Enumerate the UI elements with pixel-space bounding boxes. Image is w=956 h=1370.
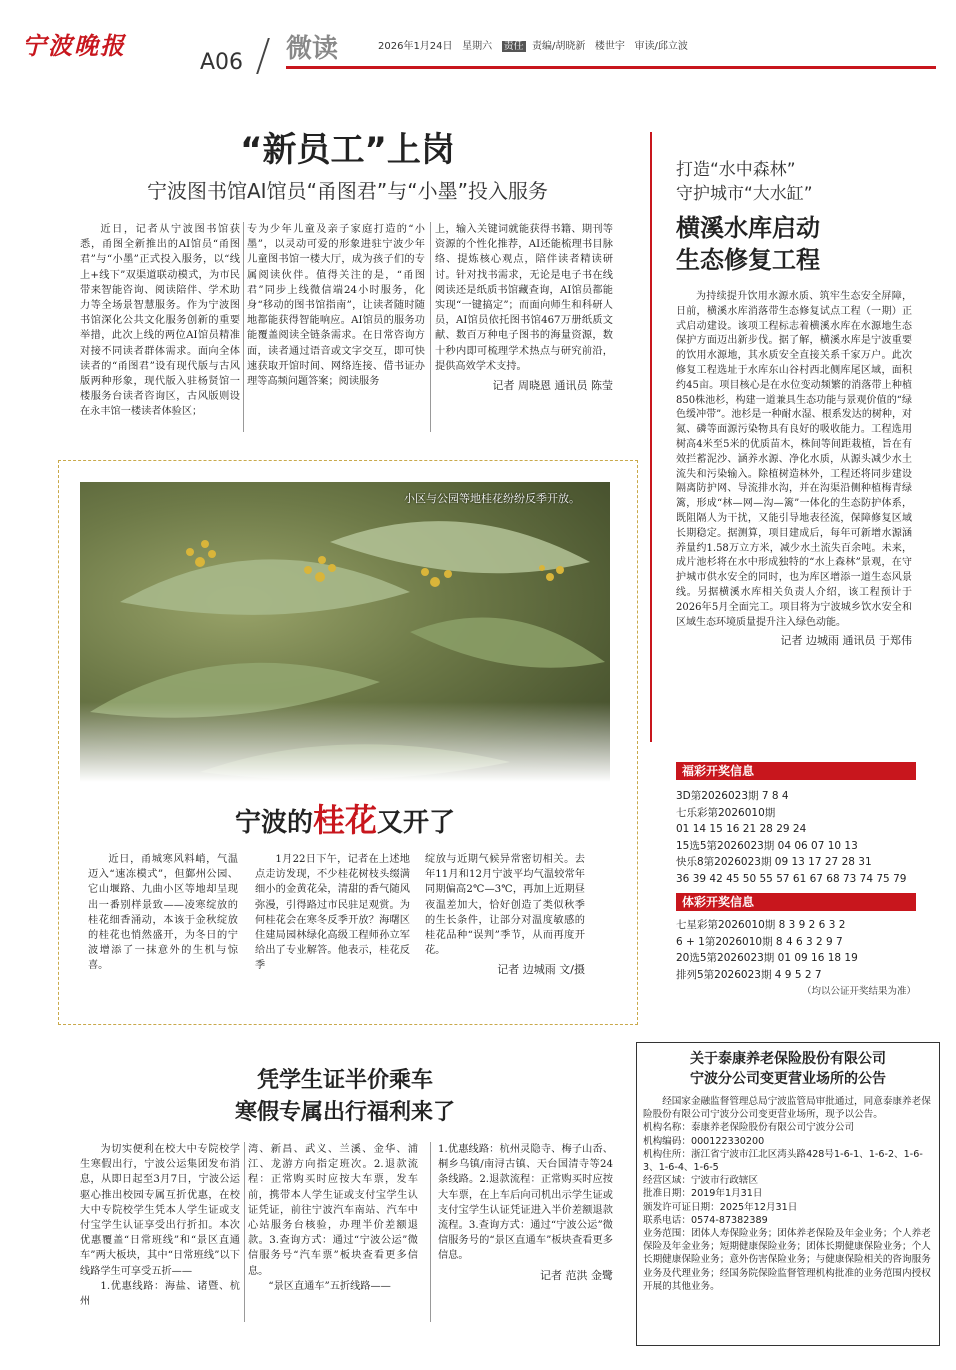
- notice-field: 批准日期：2019年1月31日: [643, 1188, 763, 1200]
- headline-highlight: 桂花: [312, 801, 377, 839]
- paragraph: 专为少年儿童及亲子家庭打造的“小墨”，以灵动可爱的形象进驻宁波少年儿童图书馆一楼大厅，成为孩子们的专属阅读伙伴。值得关注的是，“甬图君”同步上线微信端24小时服务，化身“移动的图书馆指南”，让读者随时随地都能获得智能响应。AI馆员的服务功能覆盖阅读全链条需求。在日常咨询方面，读者通过语音或文字交互，即可快速获取开馆时间、网络连接、借书证办理等高频问题答案；阅读服务: [247, 224, 425, 388]
- paragraph: 近日，甬城寒风料峭，气温迈入“速冻模式”，但鄞州公园、它山堰路、九曲小区等地却呈现出一番别样景致——凌寒绽放的桂花细香涌动，本该于金秋绽放的桂花也悄然盛开，为冬日的宁波增添了一抹意外的生机与惊喜。: [88, 854, 238, 972]
- headline-part: 又开了: [377, 808, 456, 838]
- paragraph: 为切实便利在校大中专院校学生寒假出行，宁波公运集团发布消息，从即日起至3月7日，宁波公运驱心推出校园专属互折优惠，在校大中专院校学生凭本人学生证或支付宝学生认证享受出行折扣。本次优惠覆盖“日常班线”和“景区直通车”两大板块，其中“日常班线”以下线路学生可享受五折——: [80, 1144, 240, 1277]
- lottery-line: 6 + 1第2026010期 8 4 6 3 2 9 7: [676, 935, 843, 948]
- notice-field: 经营区域：宁波市行政辖区: [643, 1175, 759, 1187]
- issue-date: 2026年1月24日: [378, 41, 453, 52]
- notice-field: 机构住所：浙江省宁波市江北区湾头路428号1-6-1、1-6-2、1-6-3、1-6-4、1-6-5: [643, 1148, 923, 1174]
- lottery-box: [676, 762, 916, 997]
- page-number: A06: [200, 50, 244, 75]
- paragraph: 1.优惠线路：杭州灵隐寺、梅子山岙、桐乡乌镇/南浔古镇、天台国清寺等24条线路。2.退款流程：正常购买时应按大车票，在上车后向司机出示学生证或支付宝学生认证凭证进入半价差额退款流程。3.查询方式：通过“宁波公运”微信服务号的“景区直通车”板块查看更多信息。: [438, 1144, 613, 1262]
- article1-col2: [247, 222, 425, 389]
- column-rule: [430, 222, 431, 432]
- notice-title-line: 关于泰康养老保险股份有限公司: [690, 1051, 886, 1067]
- photo-fade: [80, 702, 610, 782]
- article2-col3: [425, 852, 585, 978]
- paragraph: 上，输入关键词就能获得书籍、期刊等资源的个性化推荐，AI还能梳理书目脉络、提炼核心观点，陪伴读者精读研讨。针对找书需求，无论是电子书在线阅读还是纸质书馆藏查询，AI馆员都能实现“一键搞定”；而面向师生和科研人员，AI馆员依托图书馆467万册纸质文献、数百万种电子图书的海量资源，数十秒内即可梳理学术热点与研究前沿，提供高效学术支持。: [435, 224, 613, 372]
- column-rule: [244, 1142, 245, 1322]
- notice-title-line: 宁波分公司变更营业场所的公告: [690, 1071, 886, 1087]
- lottery-line: 15选5第2026023期 04 06 07 10 13: [676, 839, 858, 852]
- lottery-line: 20选5第2026023期 01 09 16 18 19: [676, 952, 858, 964]
- notice-box: [636, 1042, 940, 1346]
- headline: “新员工”上岗: [240, 130, 455, 170]
- notice-title: [643, 1049, 933, 1089]
- list-item: “景区直通车”五折线路——: [268, 1280, 391, 1292]
- article3-col2: [248, 1142, 418, 1294]
- lottery-list-fucai: [676, 788, 916, 887]
- headline-line: 横溪水库启动: [676, 214, 820, 242]
- lottery-title-ticai: 体彩开奖信息: [676, 893, 916, 911]
- editor-name: 责编/胡晓新: [532, 41, 586, 52]
- headline-line: 凭学生证半价乘车: [256, 1068, 433, 1093]
- kicker: 打造“水中森林”: [676, 160, 796, 180]
- masthead-slash: [256, 38, 270, 74]
- lottery-list-ticai: [676, 917, 916, 983]
- masthead-underline: [286, 66, 936, 69]
- paragraph: 湾、新昌、武义、兰溪、金华、浦江、龙游方向指定班次。2.退款流程：正常购买时应按大车票，发车前，携带本人学生证或支付宝学生认证凭证，前往宁波汽车南站、汽车中心站服务台核验，办理半价差额退款。3.查询方式：通过“宁波公运”微信服务号“汽车票”板块查看更多信息。: [248, 1144, 418, 1277]
- headline: [80, 795, 610, 841]
- proofreader-name: 审读/邱立波: [634, 41, 688, 52]
- newspaper-logo: 宁波晚报: [22, 31, 126, 60]
- paragraph: 近日，记者从宁波图书馆获悉，甬图全新推出的AI馆员“甬图君”与“小墨”正式投入服务，以“线上+线下”双渠道联动模式，为市民带来智能咨询、阅读陪伴、学术助力等全场景智慧服务。作为宁波图书馆深化公共文化服务创新的重要举措，此次上线的两位AI馆员精准对接不同读者群体需求。面向全体读者的“甬图君”设有现代版与古风版两种形象，现代版入驻杨贤馆一楼服务台读者咨询区，古风版则设在永丰馆一楼读者体验区；: [80, 224, 240, 418]
- section-name: 微读: [286, 34, 339, 64]
- editor-tag: 责任: [503, 41, 524, 52]
- lottery-line: 01 14 15 16 21 28 29 24: [676, 823, 807, 835]
- lottery-line: 七乐彩第2026010期: [676, 806, 776, 819]
- list-item: 1.优惠线路：海盐、诸暨、杭州: [80, 1280, 240, 1308]
- byline: 记者 周晓恩 通讯员 陈莹: [492, 379, 613, 393]
- lottery-line: 3D第2026023期 7 8 4: [676, 790, 789, 802]
- article3-col1: [80, 1142, 240, 1309]
- lottery-line: 排列5第2026023期 4 9 5 2 7: [676, 968, 822, 981]
- article3-col3: [438, 1142, 613, 1283]
- lottery-line: 七星彩第2026010期 8 3 9 2 6 3 2: [676, 919, 846, 931]
- article-student-bus-headline: [80, 1065, 610, 1129]
- paragraph: 为持续提升饮用水源水质、筑牢生态安全屏障，日前，横溪水库消落带生态修复试点工程（一期）正式启动建设。该项工程标志着横溪水库在水源地生态保护方面迈出新步伐。据了解，横溪水库是宁波重要的饮用水源地，其水质安全直接关系千家万户。此次修复工程选址于水库东山谷村西北侧库尾区域，面积约45亩。项目核心是在水位变动频繁的消落带上种植850株池杉，构建一道兼具生态功能与景观价值的“绿色缓冲带”。池杉是一种耐水湿、根系发达的树种，对氮、磷等面源污染物具有良好的吸收能力。工程选用树高4米至5米的优质苗木，株间等间距栽植，旨在有效拦蓄泥沙、涵养水源、净化水质，从源头减少水土流失和污染输入。除植树造林外，工程还将同步建设隔离防护网、导流排水沟，并在沟渠沿侧种植梅青绿篱，形成“林—网—沟—篱”一体化的生态防护体系，既阻隔人为干扰，又能引导地表径流，保障修复区域长期稳定。据测算，项目建成后，每年可新增水源涵养量约1.58万立方米，减少水土流失百余吨。未来，成片池杉将在水中形成独特的“水上森林”景观，在守护城市供水安全的同时，也为库区增添一道生态风景线。另据横溪水库相关负责人介绍，该工程预计于2026年5月全面完工。项目将为宁波城乡饮水安全和区域生态环境质量提升注入绿色动能。: [676, 291, 912, 628]
- byline: 记者 边城雨 通讯员 于郑伟: [780, 634, 912, 648]
- kicker: 守护城市“大水缸”: [676, 184, 813, 204]
- article2-col1: [88, 852, 238, 974]
- osmanthus-photo: [80, 482, 610, 782]
- column-rule: [243, 222, 244, 432]
- article1-col3: [435, 222, 613, 393]
- notice-body: [643, 1095, 933, 1293]
- notice-field: 机构编码：000122330200: [643, 1135, 765, 1147]
- column-rule: [430, 1142, 431, 1322]
- article-reservoir-headline: [676, 158, 936, 276]
- photo-caption: 小区与公园等地桂花纷纷反季开放。: [404, 492, 580, 505]
- headline-line: 寒假专属出行福利来了: [234, 1100, 455, 1125]
- lottery-note: （均以公证开奖结果为准）: [801, 986, 916, 997]
- issue-weekday: 星期六: [462, 41, 493, 52]
- paragraph: 绽放与近期气候异常密切相关。去年11月和12月宁波平均气温较常年同期偏高2℃—3℃，再加上近期昼夜温差加大，恰好创造了类似秋季的生长条件，让部分对温度敏感的桂花品种“误判”季节，从而再度开花。: [425, 854, 585, 957]
- subheadline: 宁波图书馆AI馆员“甬图君”与“小墨”投入服务: [146, 179, 549, 203]
- headline-line: 生态修复工程: [676, 246, 820, 274]
- lottery-line: 快乐8第2026023期 09 13 17 27 28 31: [676, 856, 872, 868]
- lottery-title-fucai: 福彩开奖信息: [676, 762, 916, 780]
- article4-body: [676, 290, 912, 649]
- designer-name: 楼世宇: [594, 41, 625, 52]
- article-library-ai: [80, 128, 615, 206]
- article1-col1: [80, 222, 240, 420]
- masthead: [0, 0, 956, 80]
- byline: 记者 范洪 金鹭: [540, 1268, 613, 1282]
- notice-field: 联系电话：0574-87382389: [643, 1214, 768, 1226]
- right-column-accent: [650, 132, 652, 742]
- lottery-line: 36 39 42 45 50 55 57 61 67 68 73 74 75 79: [676, 872, 907, 885]
- notice-scope: 业务范围：团体人寿保险业务；团体养老保险及年金业务；个人养老保险及年金业务；短期健康保险业务；团体长期健康保险业务；个人长期健康保险业务；意外伤害保险业务；与健康保险相关的咨询服务业务及代理业务；经国务院保险监督管理机构批准的业务范围内授权开展的其他业务。: [643, 1228, 931, 1292]
- notice-intro: 经国家金融监督管理总局宁波监管局审批通过，同意泰康养老保险股份有限公司宁波分公司变更营业场所，现予以公告。: [643, 1096, 931, 1121]
- article2-col2: [255, 852, 410, 974]
- masthead-info: [378, 37, 688, 52]
- paragraph: 1月22日下午，记者在上述地点走访发现，不少桂花树枝头缀满细小的金黄花朵，清甜的香气随风弥漫，引得路过市民驻足观赏。为何桂花会在寒冬反季开放？海曙区住建局园林绿化高级工程师孙立军给出了专业解答。他表示，桂花反季: [255, 854, 410, 972]
- notice-field: 颁发许可证日期：2025年12月31日: [643, 1201, 798, 1213]
- byline: 记者 边城雨 文/摄: [497, 963, 585, 977]
- headline-part: 宁波的: [234, 808, 313, 838]
- notice-field: 机构名称：泰康养老保险股份有限公司宁波分公司: [643, 1122, 855, 1134]
